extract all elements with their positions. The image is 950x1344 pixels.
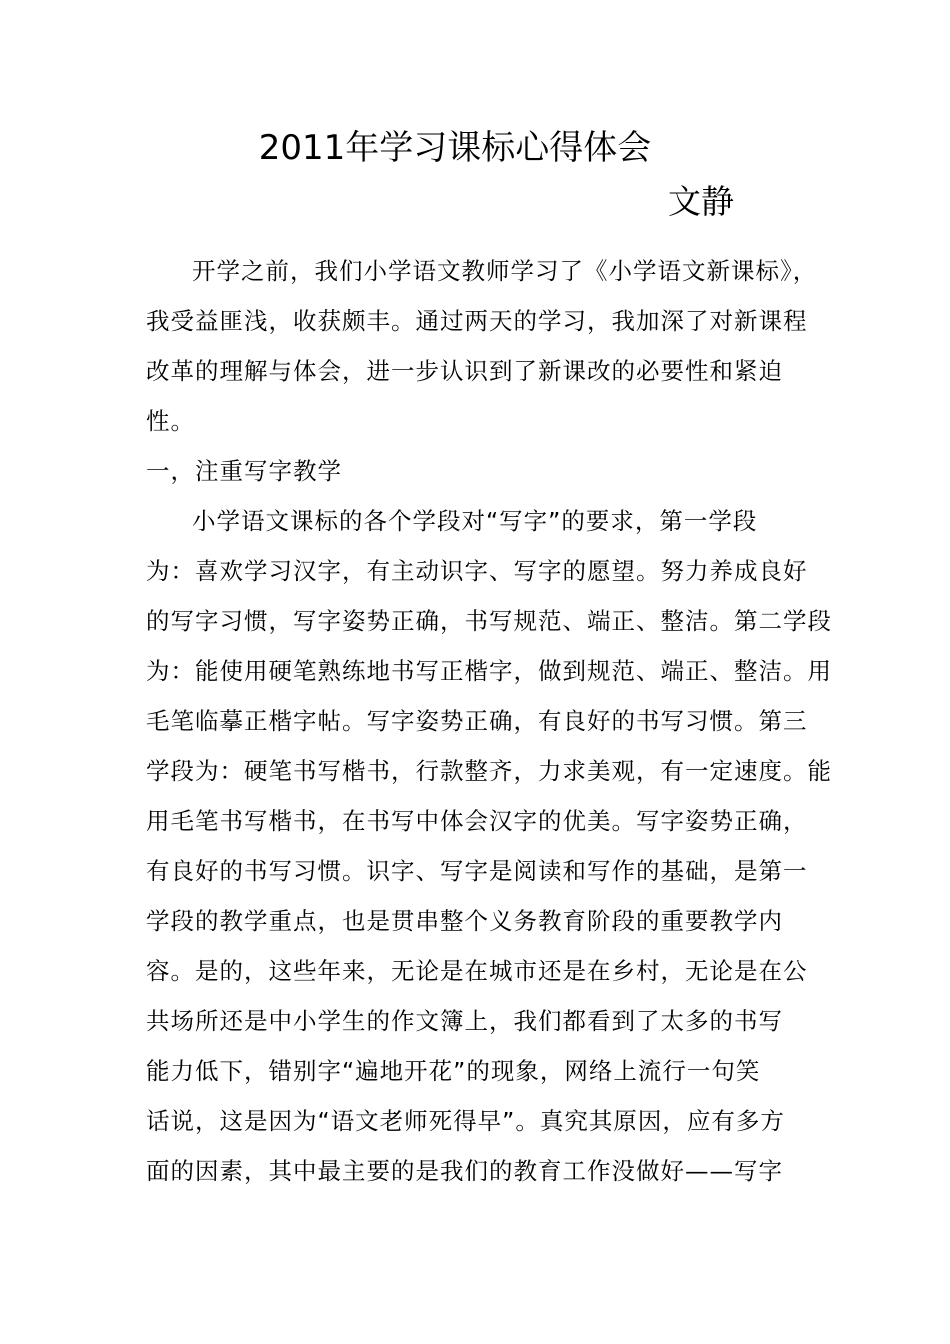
text-line: 一，注重写字教学 (146, 457, 342, 485)
text-line: 共场所还是中小学生的作文簿上，我们都看到了太多的书写 (146, 1007, 783, 1035)
text-line: 为：能使用硬笔熟练地书写正楷字，做到规范、端正、整洁。用 (146, 657, 832, 685)
document-title: 2011年学习课标心得体会 (258, 128, 652, 168)
text-line: 改革的理解与体会，进一步认识到了新课改的必要性和紧迫 (146, 357, 783, 385)
text-line: 开学之前，我们小学语文教师学习了《小学语文新课标》， (192, 257, 818, 285)
text-line: 用毛笔书写楷书，在书写中体会汉字的优美。写字姿势正确， (146, 807, 808, 835)
text-line: 学段为：硬笔书写楷书，行款整齐，力求美观，有一定速度。能 (146, 757, 832, 785)
text-line: 毛笔临摹正楷字帖。写字姿势正确，有良好的书写习惯。第三 (146, 707, 808, 735)
text-line: 学段的教学重点，也是贯串整个义务教育阶段的重要教学内 (146, 907, 783, 935)
text-line: 面的因素，其中最主要的是我们的教育工作没做好——写字 (146, 1157, 783, 1185)
text-line: 小学语文课标的各个学段对“写字”的要求，第一学段 (192, 507, 758, 535)
text-line: 性。 (146, 407, 195, 435)
text-line: 能力低下，错别字“遍地开花”的现象，网络上流行一句笑 (146, 1057, 761, 1085)
document-body (146, 254, 832, 1204)
document-author: 文静 (668, 182, 734, 221)
text-line: 我受益匪浅，收获颇丰。通过两天的学习，我加深了对新课程 (146, 307, 808, 335)
text-line: 话说，这是因为“语文老师死得早”。真究其原因，应有多方 (146, 1107, 785, 1135)
text-line: 的写字习惯，写字姿势正确，书写规范、端正、整洁。第二学段 (146, 607, 832, 635)
text-line: 容。是的，这些年来，无论是在城市还是在乡村，无论是在公 (146, 957, 808, 985)
text-line: 为：喜欢学习汉字，有主动识字、写字的愿望。努力养成良好 (146, 557, 808, 585)
text-line: 有良好的书写习惯。识字、写字是阅读和写作的基础，是第一 (146, 857, 808, 885)
